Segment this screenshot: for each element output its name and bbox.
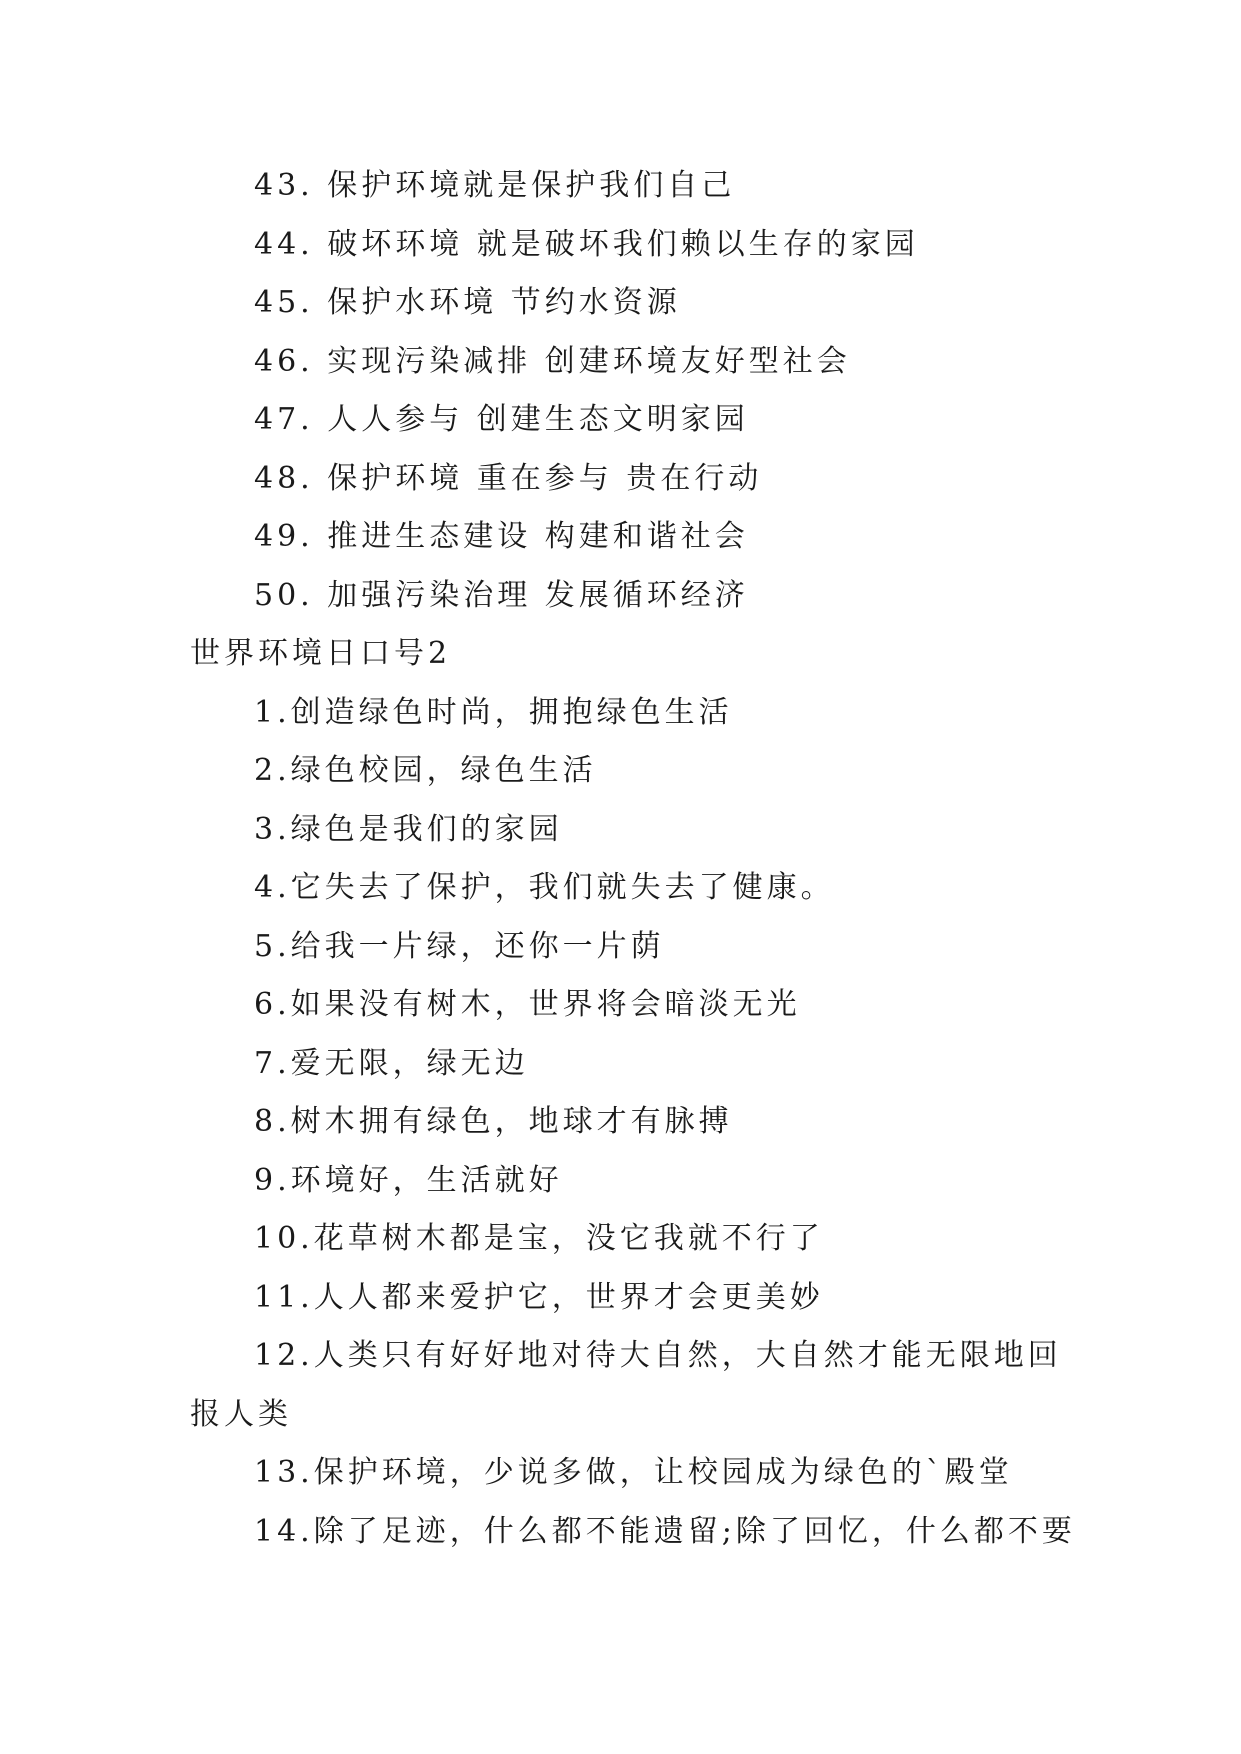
slogan-line: 9.环境好，生活就好	[254, 1162, 563, 1198]
slogan-line: 49. 推进生态建设 构建和谐社会	[254, 519, 749, 554]
slogan-line: 46. 实现污染减排 创建环境友好型社会	[254, 343, 851, 379]
slogan-line: 8.树木拥有绿色，地球才有脉搏	[254, 1104, 733, 1139]
slogan-line: 13.保护环境，少说多做，让校园成为绿色的`殿堂	[254, 1455, 1013, 1490]
slogan-line: 1.创造绿色时尚，拥抱绿色生活	[254, 694, 733, 730]
slogan-line: 11.人人都来爱护它，世界才会更美妙	[254, 1279, 824, 1315]
document-body	[190, 157, 1076, 1561]
slogan-line: 5.给我一片绿，还你一片荫	[254, 928, 665, 964]
slogan-line: 47. 人人参与 创建生态文明家园	[254, 402, 749, 437]
section-title: 世界环境日口号2	[190, 636, 452, 671]
slogan-line: 10.花草树木都是宝，没它我就不行了	[254, 1221, 824, 1256]
slogan-line: 7.爱无限，绿无边	[254, 1045, 529, 1081]
slogan-line: 50. 加强污染治理 发展循环经济	[254, 577, 749, 613]
slogan-line: 12.人类只有好好地对待大自然，大自然才能无限地回	[254, 1338, 1062, 1373]
slogan-line: 2.绿色校园，绿色生活	[254, 753, 597, 788]
slogan-line: 48. 保护环境 重在参与 贵在行动	[254, 460, 763, 496]
slogan-line: 44. 破坏环境 就是破坏我们赖以生存的家园	[254, 226, 919, 262]
slogan-line: 45. 保护水环境 节约水资源	[254, 285, 681, 320]
slogan-line: 3.绿色是我们的家园	[254, 811, 563, 847]
slogan-line: 14.除了足迹，什么都不能遗留;除了回忆，什么都不要	[254, 1513, 1076, 1549]
slogan-line-continuation: 报人类	[190, 1396, 292, 1432]
slogan-line: 6.如果没有树木，世界将会暗淡无光	[254, 987, 801, 1022]
slogan-line: 4.它失去了保护，我们就失去了健康。	[254, 870, 835, 905]
slogan-line: 43. 保护环境就是保护我们自己	[254, 168, 736, 203]
